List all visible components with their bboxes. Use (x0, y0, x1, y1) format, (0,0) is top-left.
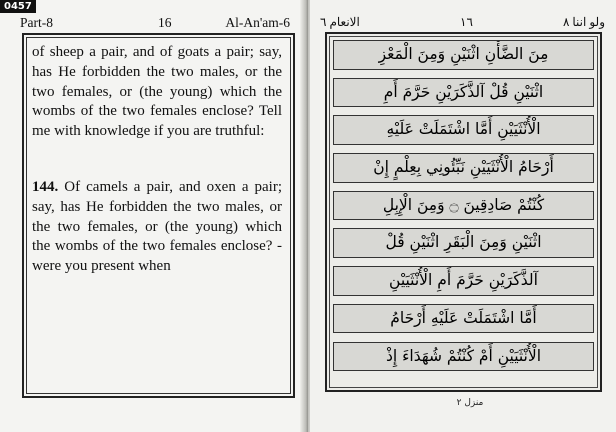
left-page-header (20, 15, 290, 33)
arabic-line: الْأُنْثَيَيْنِ أَمَّا اشْتَمَلَتْ عَلَيْهِ (333, 115, 594, 145)
arabic-text-frame (325, 32, 602, 392)
verse-number: 144. (32, 178, 59, 195)
arabic-page-number: ١٦ (460, 15, 473, 29)
arabic-line: أَرْحَامُ الْأُنْثَيَيْنِ نَبِّئُونِي بِعِلْمٍ إِنْ (333, 153, 594, 183)
arabic-line: اثْنَيْنِ وَمِنَ الْبَقَرِ اثْنَيْنِ قُلْ (333, 228, 594, 258)
arabic-line: آلذَّكَرَيْنِ حَرَّمَ أَمِ الْأُنْثَيَيْنِ (333, 266, 594, 296)
arabic-line: أَمَّا اشْتَمَلَتْ عَلَيْهِ أَرْحَامُ (333, 304, 594, 334)
paragraph-text: Of camels a pair, and oxen a pair; say, has He forbidden the two males, or the two females, or (the young) which the wombs of the two females enclose? - were you present when (32, 178, 283, 275)
arabic-part-label: ولو اننا ٨ (562, 15, 605, 29)
arabic-lines (333, 40, 594, 379)
translation-text (32, 43, 282, 277)
scan-id-label: 0457 (0, 0, 36, 13)
page-number: 16 (158, 15, 172, 30)
arabic-line: الْأُنْثَيَيْنِ أَمْ كُنْتُمْ شُهَدَاءَ إِذْ (333, 342, 594, 372)
translation-paragraph (32, 43, 282, 142)
paragraph-text: of sheep a pair, and of goats a pair; say, has He forbidden the two males, or the two females, or (the young) which the wombs of the two females enclose? Tell me with knowledge if you are truthful: (32, 44, 282, 140)
arabic-line: مِنَ الضَّأْنِ اثْنَيْنِ وَمِنَ الْمَعْزِ (333, 40, 594, 70)
surah-label: Al-An'am-6 (225, 15, 290, 30)
right-page-header (320, 15, 605, 33)
arabic-footer-label: منزل ٢ (456, 398, 484, 408)
translation-paragraph (32, 178, 282, 277)
arabic-line: كُنْتُمْ صَادِقِينَ ۝ وَمِنَ الْإِبِلِ (333, 191, 594, 221)
arabic-line: اثْنَيْنِ قُلْ آلذَّكَرَيْنِ حَرَّمَ أَمِ (333, 78, 594, 108)
part-label: Part-8 (20, 15, 53, 30)
arabic-surah-label: الانعام ٦ (320, 15, 360, 29)
